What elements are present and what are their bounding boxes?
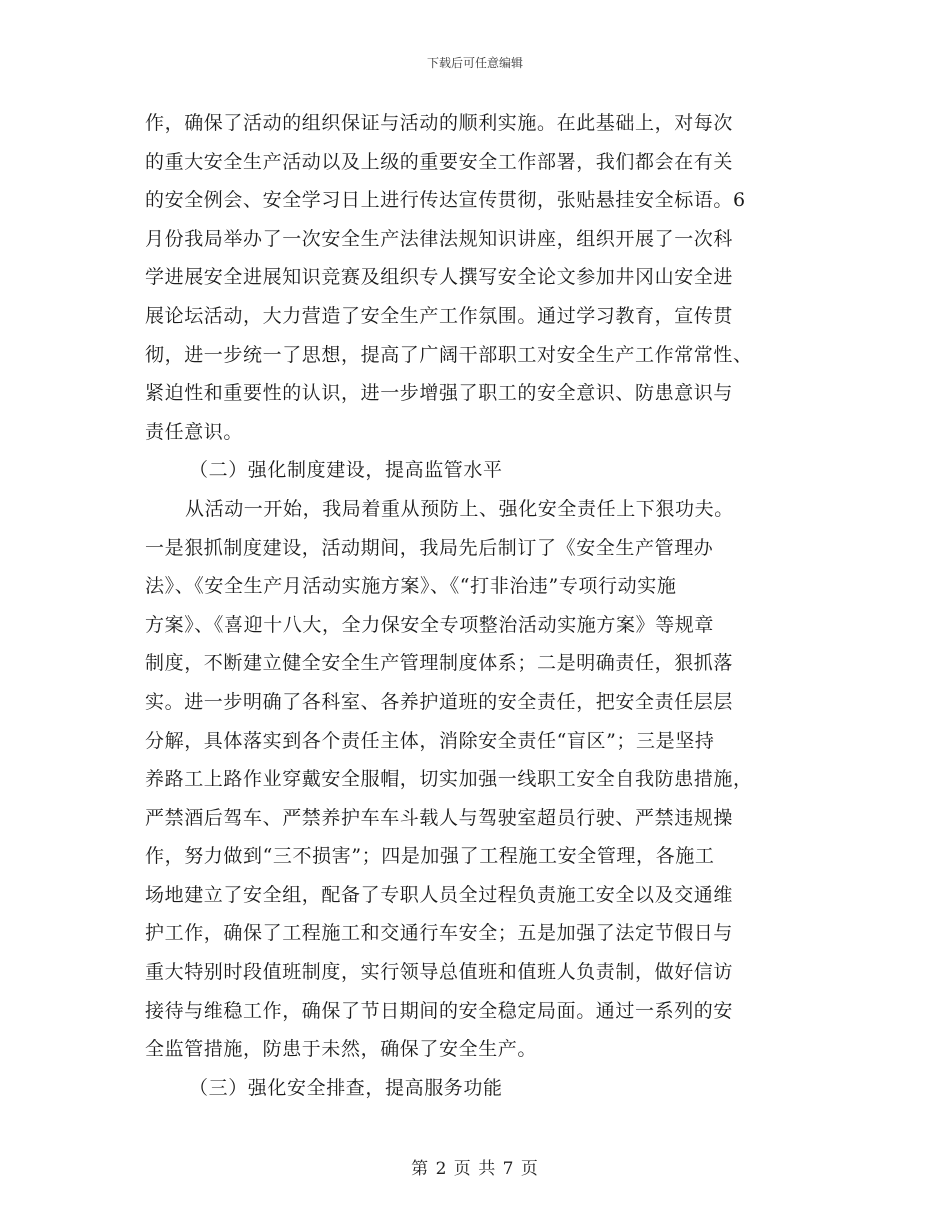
text-line: 护工作，确保了工程施工和交通行车安全；五是加强了法定节假日与	[145, 922, 734, 945]
text-line: 学进展安全进展知识竞赛及组织专人撰写安全论文参加井冈山安全进	[145, 266, 734, 289]
text-line: 严禁酒后驾车、严禁养护车车斗载人与驾驶室超员行驶、严禁违规操	[145, 806, 734, 829]
text-line: 从活动一开始，我局着重从预防上、强化安全责任上下狠功夫。	[185, 497, 734, 520]
text-line: 月份我局举办了一次安全生产法律法规知识讲座，组织开展了一次科	[145, 227, 734, 250]
text-line: 责任意识。	[145, 420, 244, 443]
text-line: 作，努力做到“三不损害”；四是加强了工程施工安全管理，各施工	[145, 845, 715, 868]
text-line: 方案》、《喜迎十八大，全力保安全专项整治活动实施方案》等规章	[145, 613, 715, 636]
text-line: 一是狠抓制度建设，活动期间，我局先后制订了《安全生产管理办	[145, 536, 714, 559]
text-line: 的安全例会、安全学习日上进行传达宣传贯彻，张贴悬挂安全标语。6	[145, 189, 746, 212]
page-header: 下载后可任意编辑	[426, 56, 523, 70]
section-heading: （三）强化安全排查，提高服务功能	[189, 1076, 503, 1099]
text-line: 分解，具体落实到各个责任主体，消除安全责任“盲区”；三是坚持	[145, 729, 715, 752]
text-line: 全监管措施，防患于未然，确保了安全生产。	[145, 1038, 538, 1061]
text-line: 彻，进一步统一了思想，提高了广阔干部职工对安全生产工作常常性、	[145, 343, 753, 366]
text-line: 重大特别时段值班制度，实行领导总值班和值班人负责制，做好信访	[145, 961, 734, 984]
document-body	[145, 104, 810, 1107]
text-line: 的重大安全生产活动以及上级的重要安全工作部署，我们都会在有关	[145, 150, 734, 173]
text-line: 紧迫性和重要性的认识，进一步增强了职工的安全意识、防患意识与	[145, 382, 734, 405]
text-line: 养路工上路作业穿戴安全服帽，切实加强一线职工安全自我防患措施，	[145, 768, 753, 791]
text-line: 制度，不断建立健全安全生产管理制度体系；二是明确责任，狠抓落	[145, 652, 734, 675]
text-line: 接待与维稳工作，确保了节日期间的安全稳定局面。通过一系列的安	[145, 999, 734, 1022]
text-line: 作，确保了活动的组织保证与活动的顺利实施。在此基础上，对每次	[145, 112, 734, 134]
text-line: 实。进一步明确了各科室、各养护道班的安全责任，把安全责任层层	[145, 690, 734, 713]
text-line: 法》、《安全生产月活动实施方案》、《“打非治违”专项行动实施	[145, 575, 677, 598]
section-heading: （二）强化制度建设，提高监管水平	[189, 459, 503, 482]
text-line: 场地建立了安全组，配备了专职人员全过程负责施工安全以及交通维	[145, 883, 734, 906]
text-line: 展论坛活动，大力营造了安全生产工作氛围。通过学习教育，宣传贯	[145, 304, 734, 327]
page-number-footer: 第 2 页 共 7 页	[411, 1159, 539, 1179]
